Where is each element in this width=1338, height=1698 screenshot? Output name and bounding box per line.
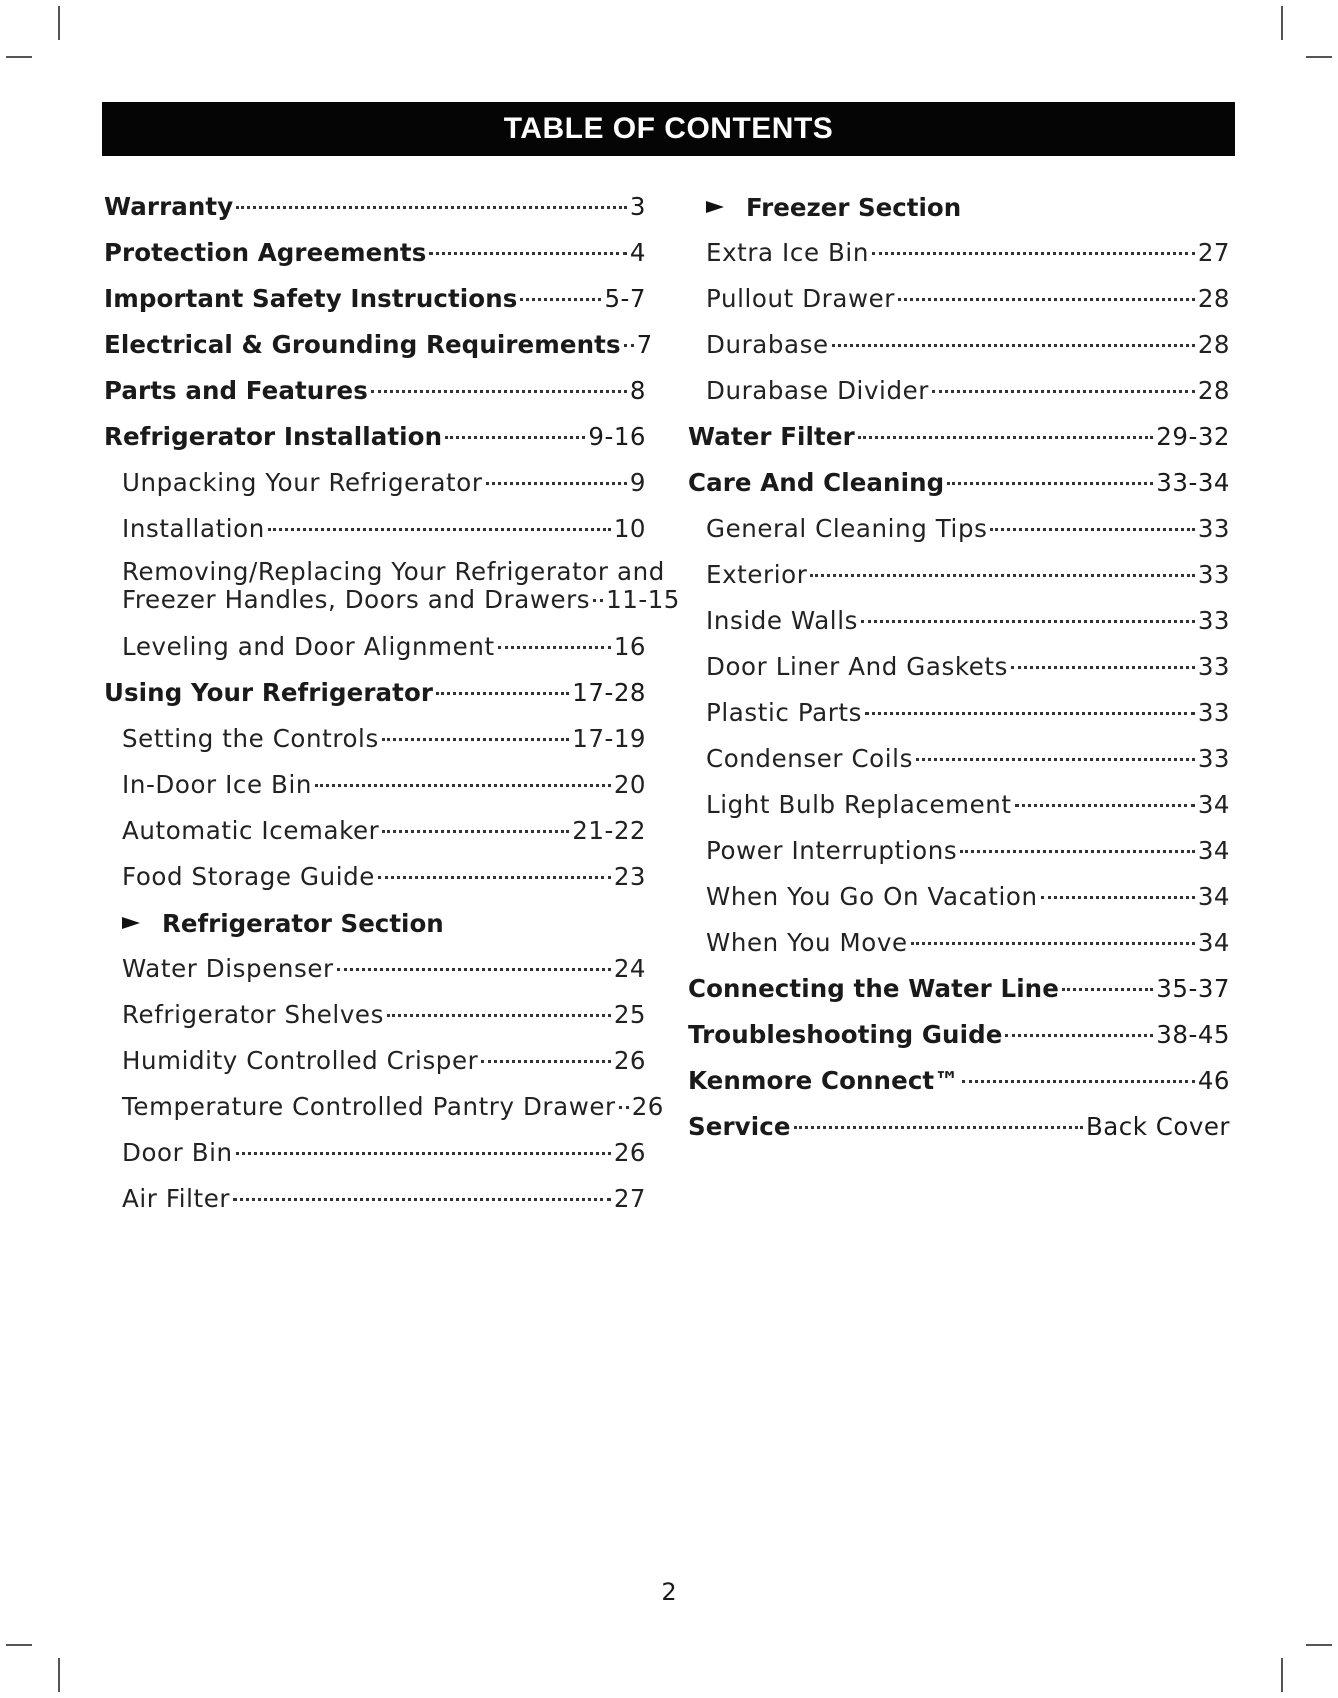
toc-entry-title: Air Filter xyxy=(122,1184,231,1213)
toc-entry[interactable] xyxy=(104,624,646,670)
toc-entry-title: Door Bin xyxy=(122,1138,233,1167)
toc-entry-title: Inside Walls xyxy=(706,606,858,635)
toc-entry[interactable] xyxy=(688,828,1230,874)
triangle-right-icon xyxy=(706,201,724,213)
crop-mark-top-right xyxy=(1281,6,1283,40)
page-number: 2 xyxy=(661,1578,677,1606)
toc-entry-leader xyxy=(990,528,1194,531)
toc-entry-title: Troubleshooting Guide xyxy=(688,1020,1003,1049)
toc-entry[interactable] xyxy=(104,854,646,900)
toc-entry-page: 33 xyxy=(1197,606,1230,635)
toc-entry[interactable] xyxy=(104,1130,646,1176)
toc-entry-page: 38-45 xyxy=(1156,1020,1230,1049)
toc-entry-leader xyxy=(268,528,611,531)
toc-entry-title: Leveling and Door Alignment xyxy=(122,632,495,661)
toc-entry[interactable] xyxy=(104,184,646,230)
toc-entry-page: Back Cover xyxy=(1085,1112,1230,1141)
toc-section-title: Freezer Section xyxy=(746,192,962,222)
toc-entry[interactable] xyxy=(688,1012,1230,1058)
toc-entry-title: Food Storage Guide xyxy=(122,862,375,891)
toc-entry-title: Water Filter xyxy=(688,422,855,451)
toc-entry-page: 29-32 xyxy=(1156,422,1230,451)
toc-entry[interactable] xyxy=(104,762,646,808)
toc-entry-leader xyxy=(371,390,627,393)
toc-entry-title: Durabase Divider xyxy=(706,376,929,405)
toc-entry-title: Light Bulb Replacement xyxy=(706,790,1012,819)
toc-entry-page: 28 xyxy=(1197,330,1230,359)
crop-mark-top-right-h xyxy=(1306,56,1332,58)
toc-entry-title: Refrigerator Installation xyxy=(104,422,443,451)
toc-entry-page: 20 xyxy=(613,770,646,799)
toc-entry-leader xyxy=(916,758,1195,761)
toc-entry[interactable] xyxy=(688,414,1230,460)
toc-entry-page: 34 xyxy=(1197,882,1230,911)
toc-entry-leader xyxy=(858,436,1154,439)
toc-entry-page: 33 xyxy=(1197,560,1230,589)
toc-entry-page: 34 xyxy=(1197,836,1230,865)
toc-entry-leader xyxy=(436,692,569,695)
toc-entry-title: Service xyxy=(688,1112,791,1141)
toc-entry[interactable] xyxy=(104,322,653,368)
toc-entry-leader xyxy=(481,1060,611,1063)
toc-entry-leader xyxy=(898,298,1195,301)
toc-entry[interactable] xyxy=(104,670,646,716)
toc-right-column xyxy=(688,184,1230,1150)
toc-entry-leader xyxy=(236,206,627,209)
toc-entry-page: 24 xyxy=(613,954,646,983)
toc-entry-leader xyxy=(429,252,626,255)
toc-entry-page: 23 xyxy=(613,862,646,891)
toc-entry-leader xyxy=(378,876,611,879)
toc-entry-leader xyxy=(794,1126,1083,1129)
crop-mark-bottom-right-h xyxy=(1306,1644,1332,1646)
toc-entry-page: 16 xyxy=(613,632,646,661)
toc-entry[interactable] xyxy=(104,716,646,762)
toc-entry-title: Automatic Icemaker xyxy=(122,816,380,845)
toc-entry[interactable] xyxy=(104,414,646,460)
toc-entry-title: Electrical & Grounding Requirements xyxy=(104,330,621,359)
toc-entry-leader xyxy=(1011,666,1195,669)
toc-entry-leader xyxy=(236,1152,611,1155)
toc-entry-title: Plastic Parts xyxy=(706,698,862,727)
toc-entry-title: Humidity Controlled Crisper xyxy=(122,1046,479,1075)
toc-title: TABLE OF CONTENTS xyxy=(503,112,834,145)
toc-entry-page: 10 xyxy=(613,514,646,543)
toc-entry-leader xyxy=(619,1106,629,1109)
toc-entry[interactable] xyxy=(688,276,1230,322)
toc-entry[interactable] xyxy=(104,992,646,1038)
toc-section-heading xyxy=(104,900,646,946)
toc-entry-title: Parts and Features xyxy=(104,376,368,405)
toc-entry[interactable] xyxy=(688,690,1230,736)
toc-entry-title: Power Interruptions xyxy=(706,836,958,865)
toc-entry-page: 9-16 xyxy=(588,422,646,451)
toc-entry-title: Extra Ice Bin xyxy=(706,238,869,267)
toc-entry-leader xyxy=(486,482,627,485)
toc-entry[interactable] xyxy=(688,874,1230,920)
toc-entry-leader xyxy=(382,738,569,741)
toc-entry-title-line1: Removing/Replacing Your Refrigerator and xyxy=(122,557,665,586)
toc-entry-page: 26 xyxy=(631,1092,664,1121)
toc-entry-title: When You Move xyxy=(706,928,908,957)
toc-entry-page: 46 xyxy=(1197,1066,1230,1095)
toc-entry-title: Exterior xyxy=(706,560,808,589)
toc-entry-line2 xyxy=(122,585,680,614)
toc-entry-page: 28 xyxy=(1197,284,1230,313)
toc-entry[interactable] xyxy=(688,966,1230,1012)
toc-entry-page: 9 xyxy=(629,468,646,497)
toc-entry-title: General Cleaning Tips xyxy=(706,514,988,543)
crop-mark-top-left-h xyxy=(6,56,32,58)
crop-mark-bottom-left xyxy=(58,1658,60,1692)
toc-entry-leader xyxy=(947,482,1153,485)
toc-entry[interactable] xyxy=(104,1176,646,1222)
toc-entry[interactable] xyxy=(688,460,1230,506)
toc-entry-page: 34 xyxy=(1197,928,1230,957)
toc-entry-leader xyxy=(1005,1034,1153,1037)
toc-entry-page: 33 xyxy=(1197,744,1230,773)
toc-entry[interactable] xyxy=(688,782,1230,828)
toc-entry[interactable] xyxy=(688,920,1230,966)
toc-entry-title: Protection Agreements xyxy=(104,238,427,267)
toc-entry-leader xyxy=(1015,804,1195,807)
toc-entry[interactable] xyxy=(688,736,1230,782)
toc-entry-title: Condenser Coils xyxy=(706,744,913,773)
toc-entry-title: Freezer Handles, Doors and Drawers xyxy=(122,585,591,614)
toc-entry-title: Setting the Controls xyxy=(122,724,379,753)
toc-entry-title: Temperature Controlled Pantry Drawer xyxy=(122,1092,616,1121)
toc-entry[interactable] xyxy=(104,230,646,276)
toc-entry[interactable] xyxy=(104,1038,646,1084)
toc-entry-title: Water Dispenser xyxy=(122,954,334,983)
toc-entry-leader xyxy=(960,850,1195,853)
toc-entry-leader xyxy=(861,620,1195,623)
toc-entry[interactable] xyxy=(688,506,1230,552)
toc-entry-leader xyxy=(382,830,569,833)
toc-entry-page: 7 xyxy=(636,330,653,359)
toc-entry-leader xyxy=(1041,896,1195,899)
crop-mark-bottom-left-h xyxy=(6,1644,32,1646)
toc-entry[interactable] xyxy=(104,552,680,624)
toc-section-heading xyxy=(688,184,1230,230)
toc-entry-leader xyxy=(865,712,1195,715)
toc-entry-leader xyxy=(445,436,585,439)
toc-banner xyxy=(102,102,1235,156)
toc-entry-leader xyxy=(233,1198,611,1201)
toc-entry[interactable] xyxy=(688,1058,1230,1104)
toc-entry-page: 33 xyxy=(1197,514,1230,543)
toc-entry-leader xyxy=(315,784,611,787)
crop-mark-top-left xyxy=(58,6,60,40)
toc-entry-title: Using Your Refrigerator xyxy=(104,678,434,707)
toc-entry-title: Care And Cleaning xyxy=(688,468,945,497)
toc-entry[interactable] xyxy=(104,276,646,322)
toc-entry[interactable] xyxy=(688,598,1230,644)
toc-entry-leader xyxy=(932,390,1195,393)
toc-entry-leader xyxy=(520,298,601,301)
toc-entry-page: 21-22 xyxy=(572,816,646,845)
toc-entry-title: Installation xyxy=(122,514,265,543)
toc-entry[interactable] xyxy=(104,368,646,414)
toc-entry-leader xyxy=(1062,988,1153,991)
toc-entry-page: 25 xyxy=(613,1000,646,1029)
toc-entry-page: 26 xyxy=(613,1046,646,1075)
toc-entry[interactable] xyxy=(104,506,646,552)
toc-entry[interactable] xyxy=(688,552,1230,598)
toc-entry[interactable] xyxy=(688,1104,1230,1150)
toc-entry-page: 3 xyxy=(629,192,646,221)
toc-entry-title: When You Go On Vacation xyxy=(706,882,1038,911)
crop-mark-bottom-right xyxy=(1281,1658,1283,1692)
toc-left-column xyxy=(104,184,680,1222)
toc-entry-leader xyxy=(498,646,611,649)
toc-entry[interactable] xyxy=(104,946,646,992)
toc-entry[interactable] xyxy=(104,460,646,506)
toc-entry-page: 17-28 xyxy=(572,678,646,707)
toc-entry-title: Durabase xyxy=(706,330,829,359)
toc-entry-leader xyxy=(337,968,611,971)
toc-entry-title: Warranty xyxy=(104,192,234,221)
toc-entry-page: 33 xyxy=(1197,652,1230,681)
toc-entry-leader xyxy=(872,252,1195,255)
toc-entry[interactable] xyxy=(688,230,1230,276)
toc-entry-leader xyxy=(387,1014,611,1017)
toc-entry-page: 28 xyxy=(1197,376,1230,405)
toc-entry-page: 27 xyxy=(1197,238,1230,267)
toc-entry-leader xyxy=(962,1080,1195,1083)
toc-entry-page: 17-19 xyxy=(572,724,646,753)
toc-entry-page: 11-15 xyxy=(606,585,680,614)
toc-entry-page: 33 xyxy=(1197,698,1230,727)
toc-entry-page: 27 xyxy=(613,1184,646,1213)
toc-entry-title: Unpacking Your Refrigerator xyxy=(122,468,483,497)
toc-entry-leader xyxy=(810,574,1194,577)
toc-entry-title: Kenmore Connect™ xyxy=(688,1066,959,1095)
toc-entry[interactable] xyxy=(688,644,1230,690)
toc-entry-page: 26 xyxy=(613,1138,646,1167)
toc-entry-leader xyxy=(624,344,634,347)
toc-entry-title: In-Door Ice Bin xyxy=(122,770,312,799)
toc-entry[interactable] xyxy=(104,1084,664,1130)
toc-entry-page: 4 xyxy=(629,238,646,267)
toc-entry-title: Pullout Drawer xyxy=(706,284,895,313)
toc-entry-leader xyxy=(593,599,603,602)
toc-section-title: Refrigerator Section xyxy=(162,908,444,938)
toc-entry-page: 35-37 xyxy=(1156,974,1230,1003)
triangle-right-icon xyxy=(122,917,140,929)
toc-entry-page: 33-34 xyxy=(1156,468,1230,497)
toc-entry-title: Door Liner And Gaskets xyxy=(706,652,1008,681)
toc-entry-leader xyxy=(911,942,1195,945)
toc-entry-title: Important Safety Instructions xyxy=(104,284,518,313)
toc-entry-title: Connecting the Water Line xyxy=(688,974,1059,1003)
toc-entry[interactable] xyxy=(688,368,1230,414)
toc-entry-page: 34 xyxy=(1197,790,1230,819)
toc-entry[interactable] xyxy=(104,808,646,854)
toc-entry-leader xyxy=(832,344,1195,347)
toc-entry-page: 5-7 xyxy=(604,284,646,313)
toc-entry-page: 8 xyxy=(629,376,646,405)
toc-entry-title: Refrigerator Shelves xyxy=(122,1000,384,1029)
toc-entry[interactable] xyxy=(688,322,1230,368)
